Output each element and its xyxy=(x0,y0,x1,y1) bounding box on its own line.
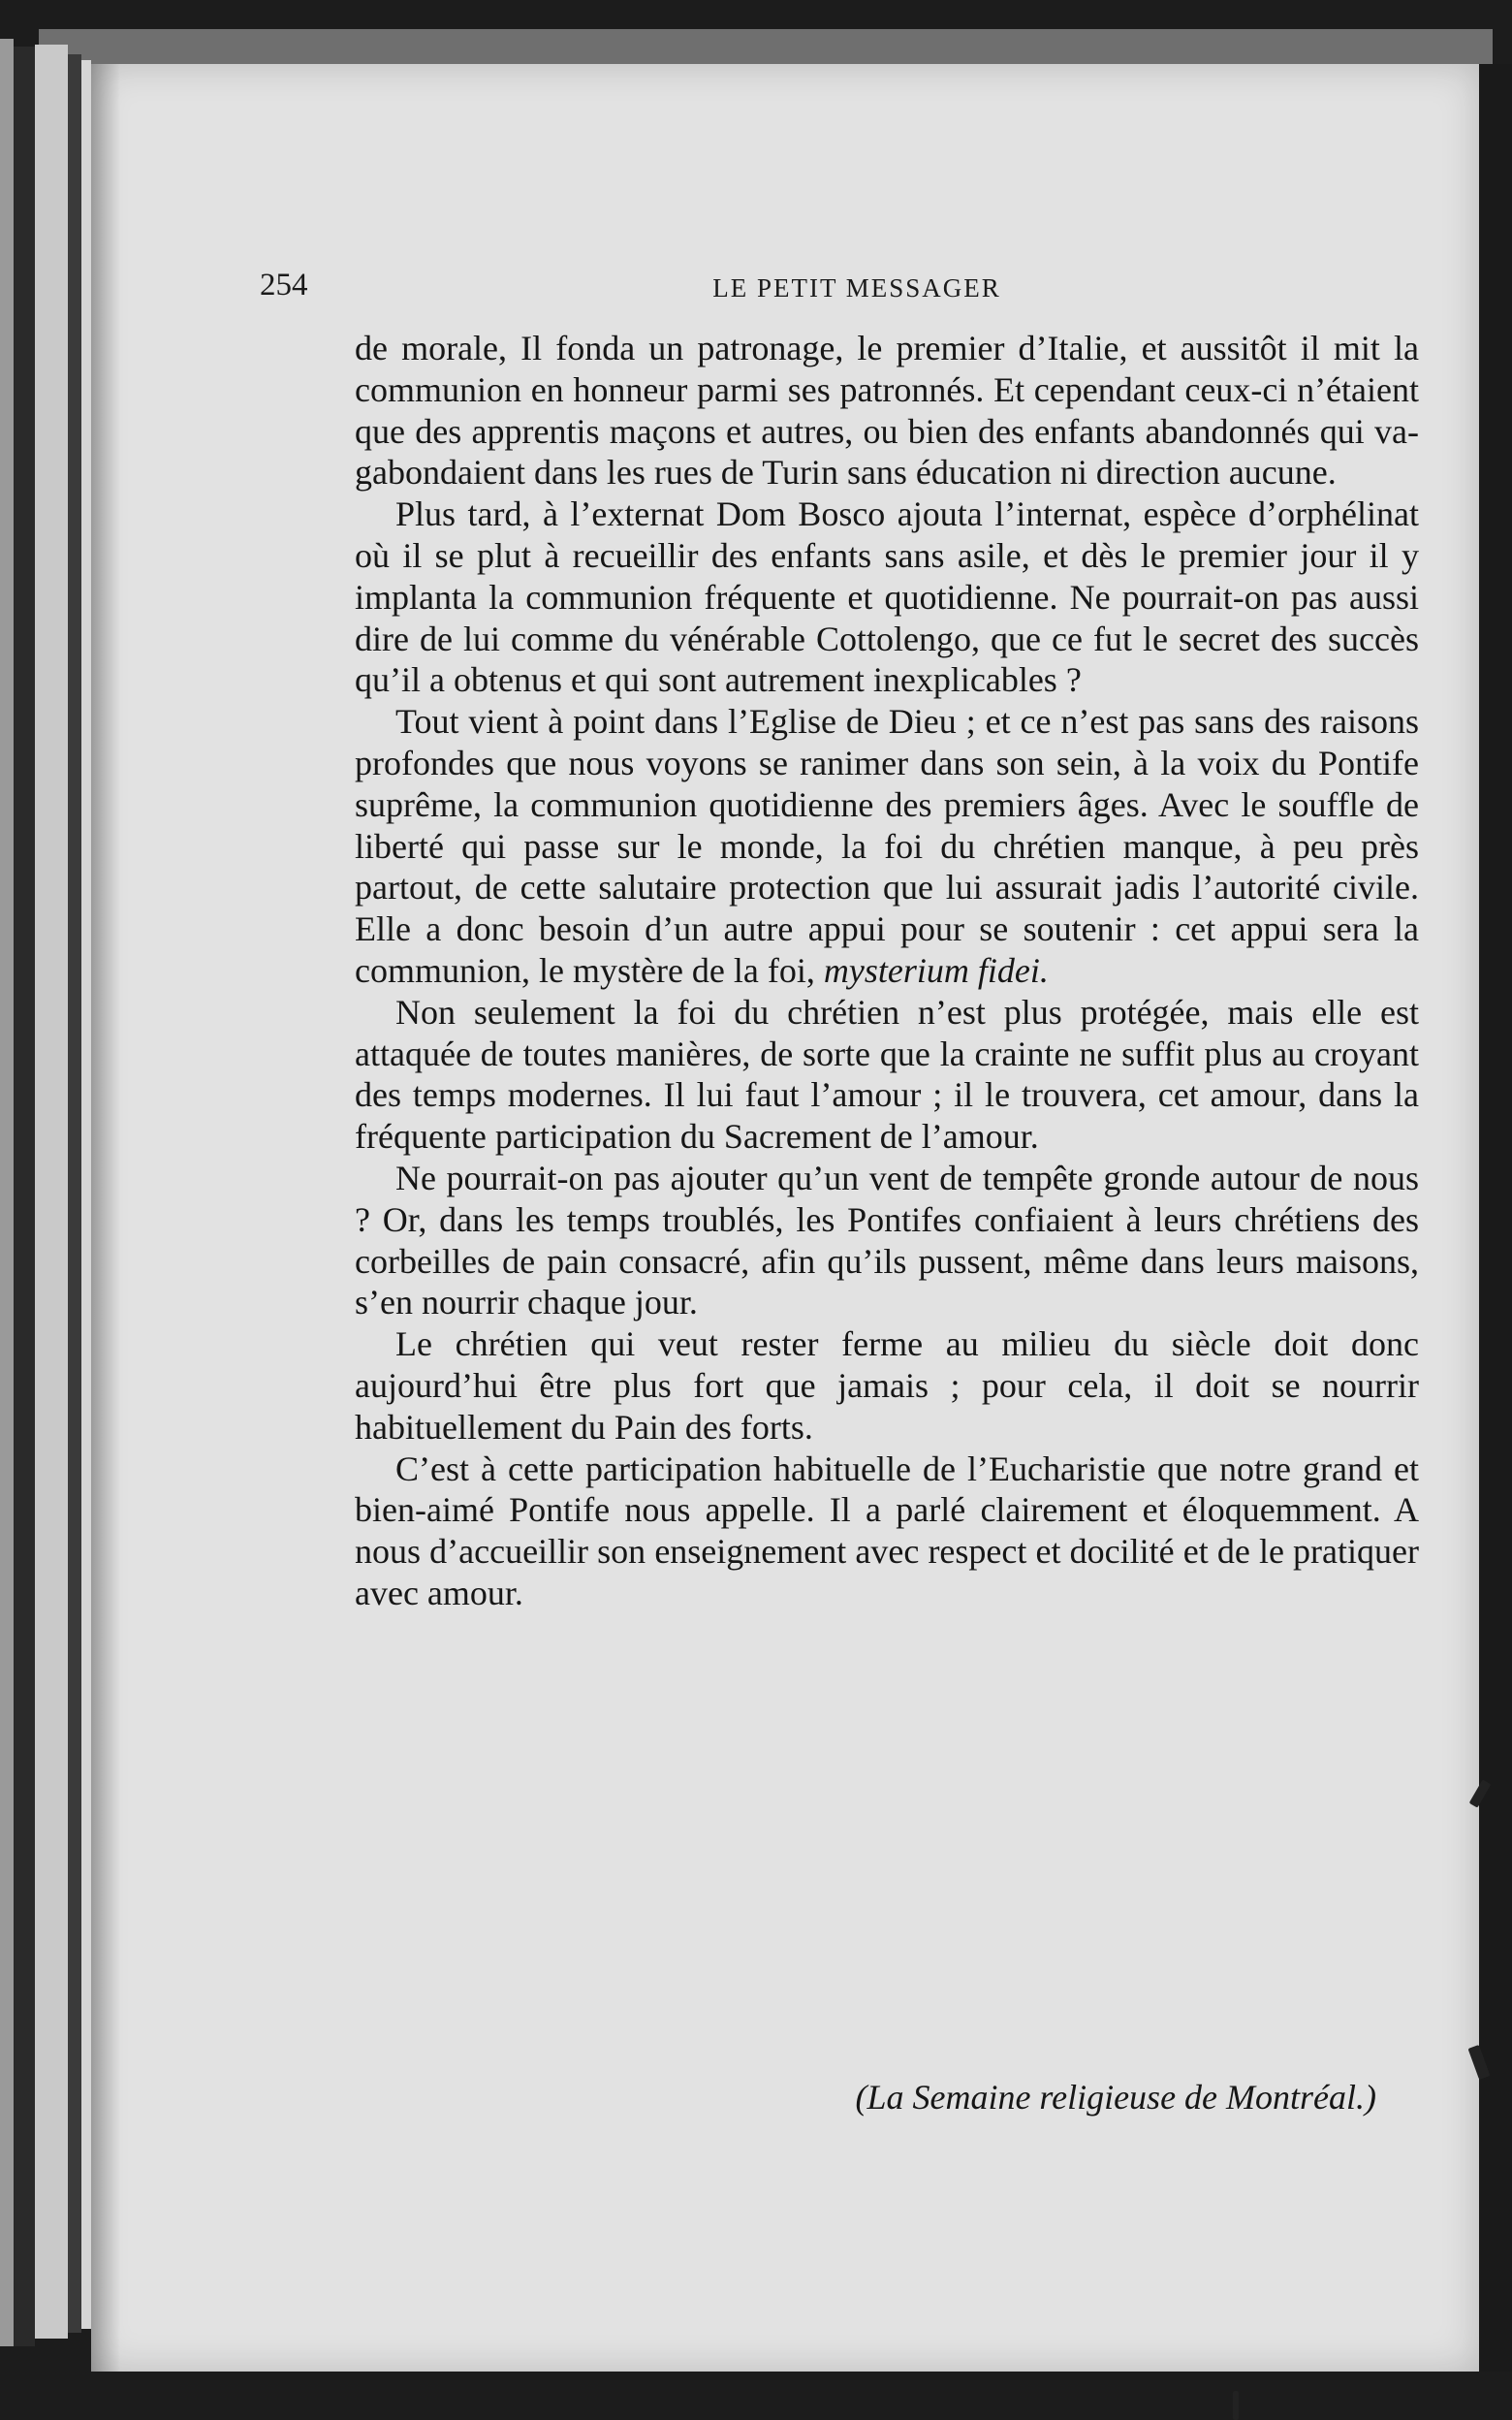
paragraph-text: Tout vient à point dans l’Eglise de Dieu ; et ce n’est pas sans des raisons profondes que nous voyons se ranimer dans son sein, à la voix du Pontife suprême, la communion quotidienne des premiers âges. Avec le souffle de liberté qui passe sur le monde, la foi du chrétien manque, à peu près partout, de cette salutaire protection que lui assurait jadis l’autorité civile. Elle a donc besoin d’un autre appui pour se soutenir : cet appui sera la communion, le mystère de la foi, xyxy=(355,702,1419,990)
article-body xyxy=(355,328,1419,1614)
page-number: 254 xyxy=(260,268,308,302)
running-title: LE PETIT MESSAGER xyxy=(712,273,1001,302)
paragraph: C’est à cette participation habituelle de l’Eucharistie que notre grand et bien-aimé Pontife nous appelle. Il a parlé clairement et éloquemment. A nous d’accueillir son enseignement avec respect et docilité et de le pratiquer avec amour. xyxy=(355,1449,1419,1612)
page-header xyxy=(260,268,1415,316)
paragraph xyxy=(355,701,1419,992)
paragraph: Non seulement la foi du chrétien n’est plus protégée, mais elle est attaquée de toutes manières, de sorte que la crainte ne suffit plus au croyant des temps modernes. Il lui faut l’amour ; il le trouvera, cet amour, dans la fréquente participation du Sacrement de l’amour. xyxy=(355,992,1419,1157)
scan-artifact xyxy=(1233,2391,1239,2420)
paragraph: de morale, Il fonda un patronage, le premier d’Italie, et aussitôt il mit la communion en honneur parmi ses patronnés. Et cependant ceux-ci n’étaient que des apprentis maçons et autres, ou bien des enfants abandonnés qui vagabondaient dans les rues de Turin sans éducation ni direction aucune. xyxy=(355,329,1419,493)
paragraph: Ne pourrait-on pas ajouter qu’un vent de tempête gronde autour de nous ? Or, dans les temps troublés, les Pontifes confiaient à leurs chrétiens des corbeilles de pain consacré, afin qu’ils pussent, même dans leurs maisons, s’en nourrir chaque jour. xyxy=(355,1158,1419,1322)
paragraph: Le chrétien qui veut rester ferme au milieu du siècle doit donc aujourd’hui être plus fort que jamais ; pour cela, il doit se nourrir habituellement du Pain des forts. xyxy=(355,1324,1419,1447)
page-edge xyxy=(68,54,81,2333)
scanner-frame-top xyxy=(39,29,1493,64)
page-edge xyxy=(14,47,35,2346)
latin-phrase: mysterium fidei. xyxy=(823,950,1049,990)
page-edge xyxy=(35,45,68,2339)
page-edge xyxy=(81,60,91,2329)
page-edge xyxy=(0,39,14,2346)
source-citation: (La Semaine religieuse de Montréal.) xyxy=(855,2078,1376,2117)
paragraph: Plus tard, à l’externat Dom Bosco ajouta l’internat, espèce d’orphélinat où il se plut à recueillir des enfants sans asile, et dès le premier jour il y implanta la communion fréquente et quotidienne. Ne pourrait-on pas aussi dire de lui comme du vénérable Cottolengo, que ce fut le secret des succès qu’il a obtenus et qui sont autrement inexplicables ? xyxy=(355,494,1419,700)
scanner-frame-right xyxy=(1479,64,1512,2372)
gutter-shadow xyxy=(91,64,120,2372)
